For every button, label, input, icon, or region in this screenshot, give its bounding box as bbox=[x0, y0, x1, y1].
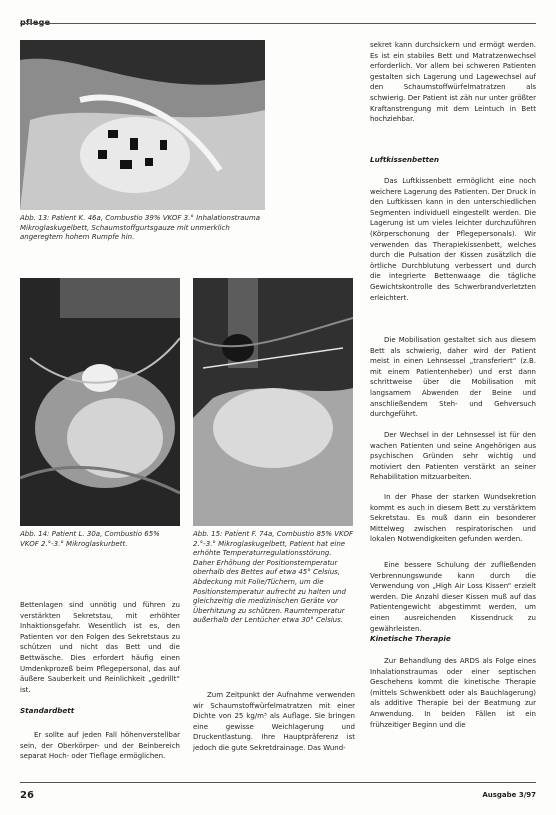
page-number: 26 bbox=[20, 790, 34, 801]
right-paragraph-luft-3: Der Wechsel in der Lehnsessel ist für den wachen Patienten und seine Angehörigen aus psychischen Gründen sehr wichtig und motiviert den Patienten verstärkt an seiner Rehabilitation mitzuarbeiten. bbox=[370, 431, 536, 482]
right-paragraph-top: sekret kann durchsickern und ermögt werden. Es ist ein stabiles Bett und Matratzenwechsel erforderlich. Vor allem bei schweren Patienten gestalten sich Lagerung und Lagewechsel auf den Schaumstoffwürfelmatratzen als schwierig. Der Patient ist zäh nur unter größter Kraftanstrengung mit dem Leintuch in Bett hochziehbar. bbox=[370, 41, 536, 124]
journal-name: pflege bbox=[20, 18, 51, 27]
page-header bbox=[20, 10, 536, 27]
right-paragraph-luft-5: Eine bessere Schulung der zufließenden Verbrennungswunde kann durch die Verwendung von „High Air Loss Kissen“ erzielt werden. Die Anzahl dieser Kissen muß auf das Patientengewicht abgestimmt werden, um einen ausreichenden Kissendruck zu gewährleisten. bbox=[370, 561, 536, 633]
issue-label: Ausgabe 3/97 bbox=[482, 791, 536, 799]
figure-15-caption: Abb. 15: Patient F. 74a, Combustio 85% VKOF 2.°-3.° Mikroglaskugelbett, Patient hat eine erhöhte Temperaturregulationsstörung. Daher Erhöhung der Positionstemperatur oberhalb des Bettes auf etwa 45° Celsius, Abdeckung mit Folie/Tüchern, um die Positionstemperatur aufrecht zu halten und gleichzeitig die medizinischen Geräte vor Überhitzung zu schützen. Raumtemperatur außerhalb der Lentücher etwa 30° Celsius. bbox=[193, 530, 353, 625]
right-paragraph-luft-1: Das Luftkissenbett ermöglicht eine noch weichere Lagerung des Patienten. Der Druck in den Luftkissen kann in den unterschiedlichen Segmenten individuell eingestellt werden. Die Lagerung ist um vieles leichter durchzuführen (Körperschonung der Pflegepersonals). Wir verwenden das Therapiekissenbett, welches durch die Pulsation der Kissen zusätzlich die örtliche Durchblutung verbessert und durch die integrierte Bettenwaage die tägliche Gewichtskontrolle des Schwerbrandverletzten erleichtert. bbox=[370, 177, 536, 302]
figure-14-photo bbox=[20, 278, 180, 526]
right-paragraph-luft-4: In der Phase der starken Wundsekretion kommt es auch in diesem Bett zu verstärktem Sekretstau. Es muß dann ein besonderer Mittelweg zwischen respiratorischen und lokalen Notwendigkeiten gefunden werden. bbox=[370, 493, 536, 544]
footer-rule bbox=[20, 782, 536, 783]
left-paragraph-1: Bettenlagen sind unnötig und führen zu verstärkten Sekretstau, mit erhöhter Inhaktionsgefahr. Wesentlich ist es, den Patienten vor den Folgen des Sekretstaus zu schützen und nicht das Bett und die Bettwäsche. Dies erfordert häufig einen Umdenkprozeß beim Pflegepersonal, das auf äußere Sauberkeit und Reinlichkeit „gedrillt“ ist. bbox=[20, 601, 180, 694]
figure-13-photo bbox=[20, 40, 265, 210]
middle-paragraph: Zum Zeitpunkt der Aufnahme verwenden wir Schaumstoffwürfelmatratzen mit einer Dichte von 25 kg/m³ als Auflage. Sie bringen eine gewisse Weichlagerung und Druckentlastung. Ihre Hauptpräferenz ist jedoch die gute Sekretdrainage. Das Wund- bbox=[193, 691, 355, 752]
heading-standardbett: Standardbett bbox=[20, 706, 75, 715]
page-footer bbox=[20, 782, 536, 804]
heading-luftkissenbetten: Luftkissenbetten bbox=[370, 155, 439, 164]
right-paragraph-kinetisch: Zur Behandlung des ARDS als Folge eines Inhalationstraumas oder einer septischen Geschehens kommt die kinetische Therapie (mittels Schwenkbett oder als Bauchlagerung) als additive Therapie bei der Beatmung zur Anwendung. In beiden Fällen ist ein frühzeitiger Beginn und die bbox=[370, 657, 536, 729]
figure-15-photo bbox=[193, 278, 353, 526]
heading-kinetische-therapie: Kinetische Therapie bbox=[370, 634, 451, 643]
left-paragraph-2: Er sollte auf jeden Fall höhenverstellbar sein, der Oberkörper- und der Beinbereich separat Hoch- oder Tieflage ermöglichen. bbox=[20, 731, 180, 761]
figure-14-caption: Abb. 14: Patient L. 30a, Combustio 65% VKOF 2.°-3.° Mikroglaskurbett. bbox=[20, 530, 160, 548]
right-paragraph-luft-2: Die Mobilisation gestaltet sich aus diesem Bett als schwierig, daher wird der Patient meist in einen Lehnsessel „transferiert“ (z.B. mit einem Patientenheber) und erst dann schrittweise über die Mobilisation mit langsamem Abwenden der Beine und anschließendem Steh- und Gehversuch durchgeführt. bbox=[370, 336, 536, 419]
figure-13-caption: Abb. 13: Patient K. 46a, Combustio 39% VKOF 3.° Inhalationstrauma Mikroglaskugelbett, Schaumstoffgurtsgauze mit unmerklich angeregtem hohem Rumpfe hin. bbox=[20, 214, 261, 242]
header-rule bbox=[20, 23, 536, 24]
